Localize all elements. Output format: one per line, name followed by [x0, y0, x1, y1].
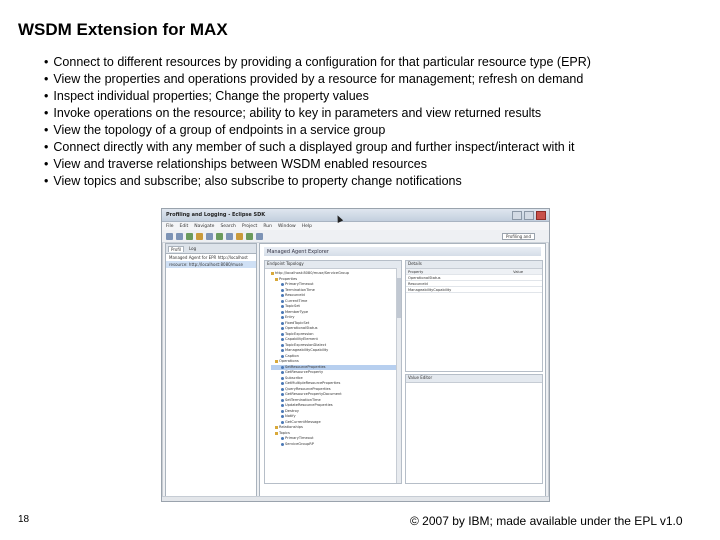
folder-icon	[271, 272, 274, 275]
bullet-item: • View the properties and operations provided by a resource for management; refresh on demand	[44, 71, 591, 88]
details-table	[406, 269, 542, 293]
item-icon	[281, 333, 284, 336]
nav-item: resource: http://localhost:8080/muse	[166, 261, 256, 268]
item-icon	[281, 382, 284, 385]
item-icon	[281, 289, 284, 292]
folder-icon	[275, 432, 278, 435]
window-titlebar	[162, 209, 549, 222]
minimize-icon	[512, 211, 522, 220]
slide-title: WSDM Extension for MAX	[18, 20, 228, 39]
tree-item-label: Subscribe	[285, 375, 303, 380]
item-icon	[281, 404, 284, 407]
item-icon	[281, 311, 284, 314]
tree-item-label: Properties	[279, 276, 298, 281]
item-icon	[281, 415, 284, 418]
item-icon	[281, 366, 284, 369]
tree-item-label: PrimaryTimeout	[285, 282, 314, 286]
bullet-item: • Connect directly with any member of such a displayed group and further inspect/interact with it	[44, 139, 591, 156]
bullet-item: • Invoke operations on the resource; ability to key in parameters and view returned results	[44, 105, 591, 122]
section-heading: Value Editor	[406, 375, 542, 383]
item-icon	[281, 344, 284, 347]
item-icon	[281, 393, 284, 396]
menu-item: Window	[277, 223, 296, 229]
menu-item: Run	[263, 223, 272, 229]
toolbar-icon	[256, 233, 263, 240]
item-icon	[281, 322, 284, 325]
column-header: Value	[511, 269, 542, 275]
tree-item-label: OperationalStatus	[285, 326, 318, 330]
details-section	[405, 260, 543, 372]
column-header: Property	[406, 269, 511, 275]
tree-item-label: ResourceId	[285, 293, 305, 297]
editor-heading: Managed Agent Explorer	[264, 247, 541, 256]
folder-icon	[275, 360, 278, 363]
toolbar-icon	[166, 233, 173, 240]
toolbar-icon	[176, 233, 183, 240]
menu-item: Project	[241, 223, 258, 229]
tab-log: Log	[188, 246, 197, 251]
menubar	[162, 222, 549, 230]
table-cell: OperationalStatus	[406, 275, 511, 281]
bullet-item: • Inspect individual properties; Change the property values	[44, 88, 591, 105]
item-icon	[281, 305, 284, 308]
tree-item-label: GetResourcePropertyDocument	[285, 392, 342, 396]
folder-icon	[275, 426, 278, 429]
item-icon	[281, 316, 284, 319]
toolbar-icon	[226, 233, 233, 240]
perspective-switcher: Profiling and	[502, 233, 535, 240]
tree-item-label: UpdateResourceProperties	[285, 403, 333, 407]
tree-item-label: Caption	[285, 353, 299, 358]
tree-item-label: Notify	[285, 414, 296, 418]
item-icon	[281, 371, 284, 374]
item-icon	[281, 338, 284, 341]
window-title: Profiling and Logging - Eclipse SDK	[166, 212, 266, 218]
bullet-item: • Connect to different resources by providing a configuration for that particular resource type (EPR)	[44, 54, 591, 71]
bullet-item: • View and traverse relationships between WSDM enabled resources	[44, 156, 591, 173]
scrollbar	[396, 268, 401, 483]
toolbar-icon	[206, 233, 213, 240]
tree-item-label: GetCurrentMessage	[285, 419, 321, 424]
toolbar-icon	[196, 233, 203, 240]
tree-item-label: TopicExpression	[285, 331, 314, 336]
bullet-item: • View topics and subscribe; also subscribe to property change notifications	[44, 173, 591, 190]
bullet-list	[44, 54, 591, 190]
menu-item: File	[166, 223, 174, 229]
toolbar-icon	[186, 233, 193, 240]
item-icon	[281, 283, 284, 286]
item-icon	[281, 388, 284, 391]
item-icon	[281, 399, 284, 402]
tree-item-label: Destroy	[285, 408, 299, 413]
item-icon	[281, 410, 284, 413]
tree-item-label: MemberType	[285, 309, 309, 314]
tree-item-label: Relationships	[279, 425, 303, 429]
section-heading: Endpoint Topology	[265, 261, 401, 269]
tree-item-label: ManageabilityCapability	[285, 348, 329, 352]
tree-item-label: Entry	[285, 315, 295, 319]
status-bar	[162, 496, 549, 501]
value-editor-section	[405, 374, 543, 484]
nav-item: Managed Agent for EPR http://localhost	[169, 255, 248, 260]
tree-item-label: TopicExpressionDialect	[285, 342, 327, 347]
maximize-icon	[524, 211, 534, 220]
slide-number: 18	[18, 514, 30, 525]
item-icon	[281, 300, 284, 303]
tree-item	[271, 442, 401, 448]
tree-item-label: SetResourceProperties	[285, 364, 326, 369]
menu-item: Search	[220, 223, 236, 229]
tree-item-label: GetMultipleResourceProperties	[285, 381, 341, 385]
tree-item-label: Topics	[279, 430, 290, 435]
tree-item-label: GetResourceProperty	[285, 370, 324, 374]
toolbar-icon	[216, 233, 223, 240]
tree-item-label: CurrentTime	[285, 298, 308, 303]
tree-item-label: CapabilityElement	[285, 337, 318, 341]
item-icon	[281, 355, 284, 358]
bullet-item: • View the topology of a group of endpoints in a service group	[44, 122, 591, 139]
tree-item-label: PrimaryTimeout	[285, 436, 314, 440]
table-cell: ManageabilityCapability	[406, 287, 511, 293]
toolbar-icon	[246, 233, 253, 240]
tree-item-label: Operations	[279, 359, 299, 363]
table-cell: ResourceId	[406, 281, 511, 287]
toolbar	[162, 230, 549, 243]
item-icon	[281, 294, 284, 297]
window-controls	[512, 211, 549, 220]
item-icon	[281, 327, 284, 330]
menu-item: Navigate	[194, 223, 215, 229]
navigator-tabs	[166, 244, 256, 254]
tree-item-label: http://localhost:8080/muse/ServiceGroup	[275, 271, 350, 275]
topology-tree	[265, 269, 401, 447]
item-icon	[281, 421, 284, 424]
item-icon	[281, 377, 284, 380]
tab-profiling: Profil	[168, 246, 184, 252]
section-heading: Details	[406, 261, 542, 269]
endpoint-topology-section	[264, 260, 402, 484]
folder-icon	[275, 278, 278, 281]
toolbar-icon	[236, 233, 243, 240]
navigator-panel	[165, 243, 257, 499]
item-icon	[281, 349, 284, 352]
tree-item-label: TerminationTime	[285, 287, 315, 292]
explorer-editor	[259, 243, 546, 499]
tree-item-label: TopicSet	[285, 304, 300, 308]
menu-item: Help	[301, 223, 312, 229]
tree-item-label: ServiceGroupRP	[285, 441, 314, 446]
item-icon	[281, 437, 284, 440]
menu-item: Edit	[179, 223, 189, 229]
tree-item-label: FixedTopicSet	[285, 320, 310, 325]
item-icon	[281, 443, 284, 446]
tree-item-label: QueryResourceProperties	[285, 386, 331, 391]
embedded-eclipse-screenshot	[161, 208, 550, 502]
tree-item-label: SetTerminationTime	[285, 397, 321, 402]
copyright-footer: © 2007 by IBM; made available under the EPL v1.0	[410, 514, 683, 528]
close-icon	[536, 211, 546, 220]
